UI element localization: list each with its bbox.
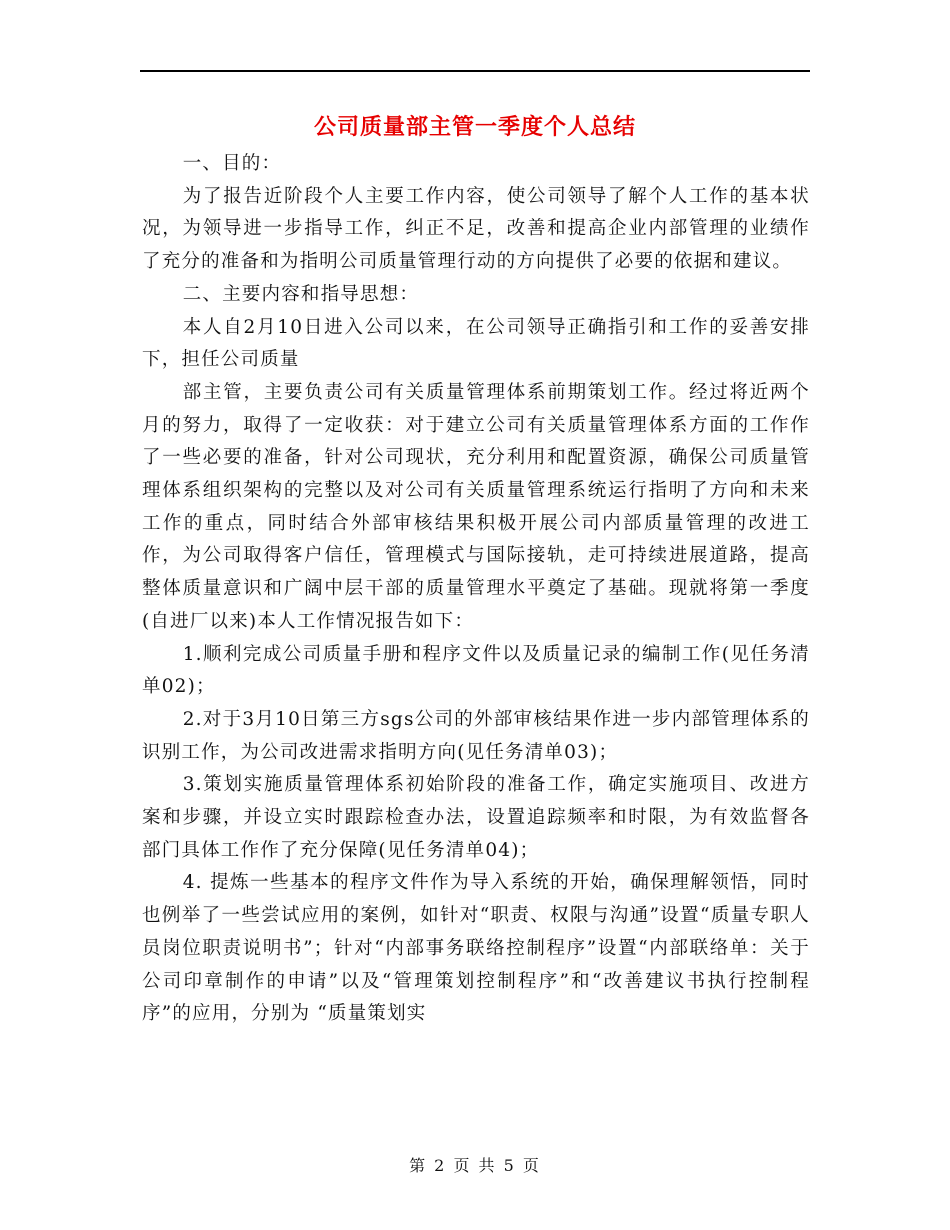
header-rule [140, 70, 810, 72]
section-heading-content: 二、主要内容和指导思想： [182, 283, 420, 305]
paragraph-summary: 部主管，主要负责公司有关质量管理体系前期策划工作。经过将近两个月的努力，取得了一定收获：对于建立公司有关质量管理体系方面的工作作了一些必要的准备，针对公司现状，充分利用和配置资源，确保公司质量管理体系组织架构的完整以及对公司有关质量管理系统运行指明了方向和未来工作的重点，同时结合外部审核结果积极开展公司内部质量管理的改进工作，为公司取得客户信任，管理模式与国际接轨，走可持续进展道路，提高整体质量意识和广阔中层干部的质量管理水平奠定了基础。现就将第一季度(自进厂以来)本人工作情况报告如下： [142, 381, 810, 632]
list-item-3: 3.策划实施质量管理体系初始阶段的准备工作，确定实施项目、改进方案和步骤，并设立实时跟踪检查办法，设置追踪频率和时限，为有效监督各部门具体工作作了充分保障(见任务清单04)； [142, 774, 810, 861]
document-body [142, 148, 810, 1031]
section-heading-purpose: 一、目的： [182, 153, 282, 174]
paragraph-intro: 本人自2月10日进入公司以来，在公司领导正确指引和工作的妥善安排下，担任公司质量 [142, 316, 810, 371]
list-item-1: 1.顺利完成公司质量手册和程序文件以及质量记录的编制工作(见任务清单02)； [142, 643, 810, 698]
paragraph-purpose: 为了报告近阶段个人主要工作内容，使公司领导了解个人工作的基本状况，为领导进一步指导工作，纠正不足，改善和提高企业内部管理的业绩作了充分的准备和为指明公司质量管理行动的方向提供了必要的依据和建议。 [142, 185, 810, 273]
page-number: 第 2 页 共 5 页 [409, 1156, 541, 1175]
document-title: 公司质量部主管一季度个人总结 [313, 114, 636, 140]
list-item-4: 4. 提炼一些基本的程序文件作为导入系统的开始，确保理解领悟，同时也例举了一些尝试应用的案例，如针对“职责、权限与沟通”设置“质量专职人员岗位职责说明书”；针对“内部事务联络控制程序”设置“内部联络单：关于公司印章制作的申请”以及“管理策划控制程序”和“改善建议书执行控制程序”的应用，分别为 “质量策划实 [142, 872, 810, 1025]
list-item-2: 2.对于3月10日第三方sgs公司的外部审核结果作进一步内部管理体系的识别工作，为公司改进需求指明方向(见任务清单03)； [142, 708, 810, 763]
